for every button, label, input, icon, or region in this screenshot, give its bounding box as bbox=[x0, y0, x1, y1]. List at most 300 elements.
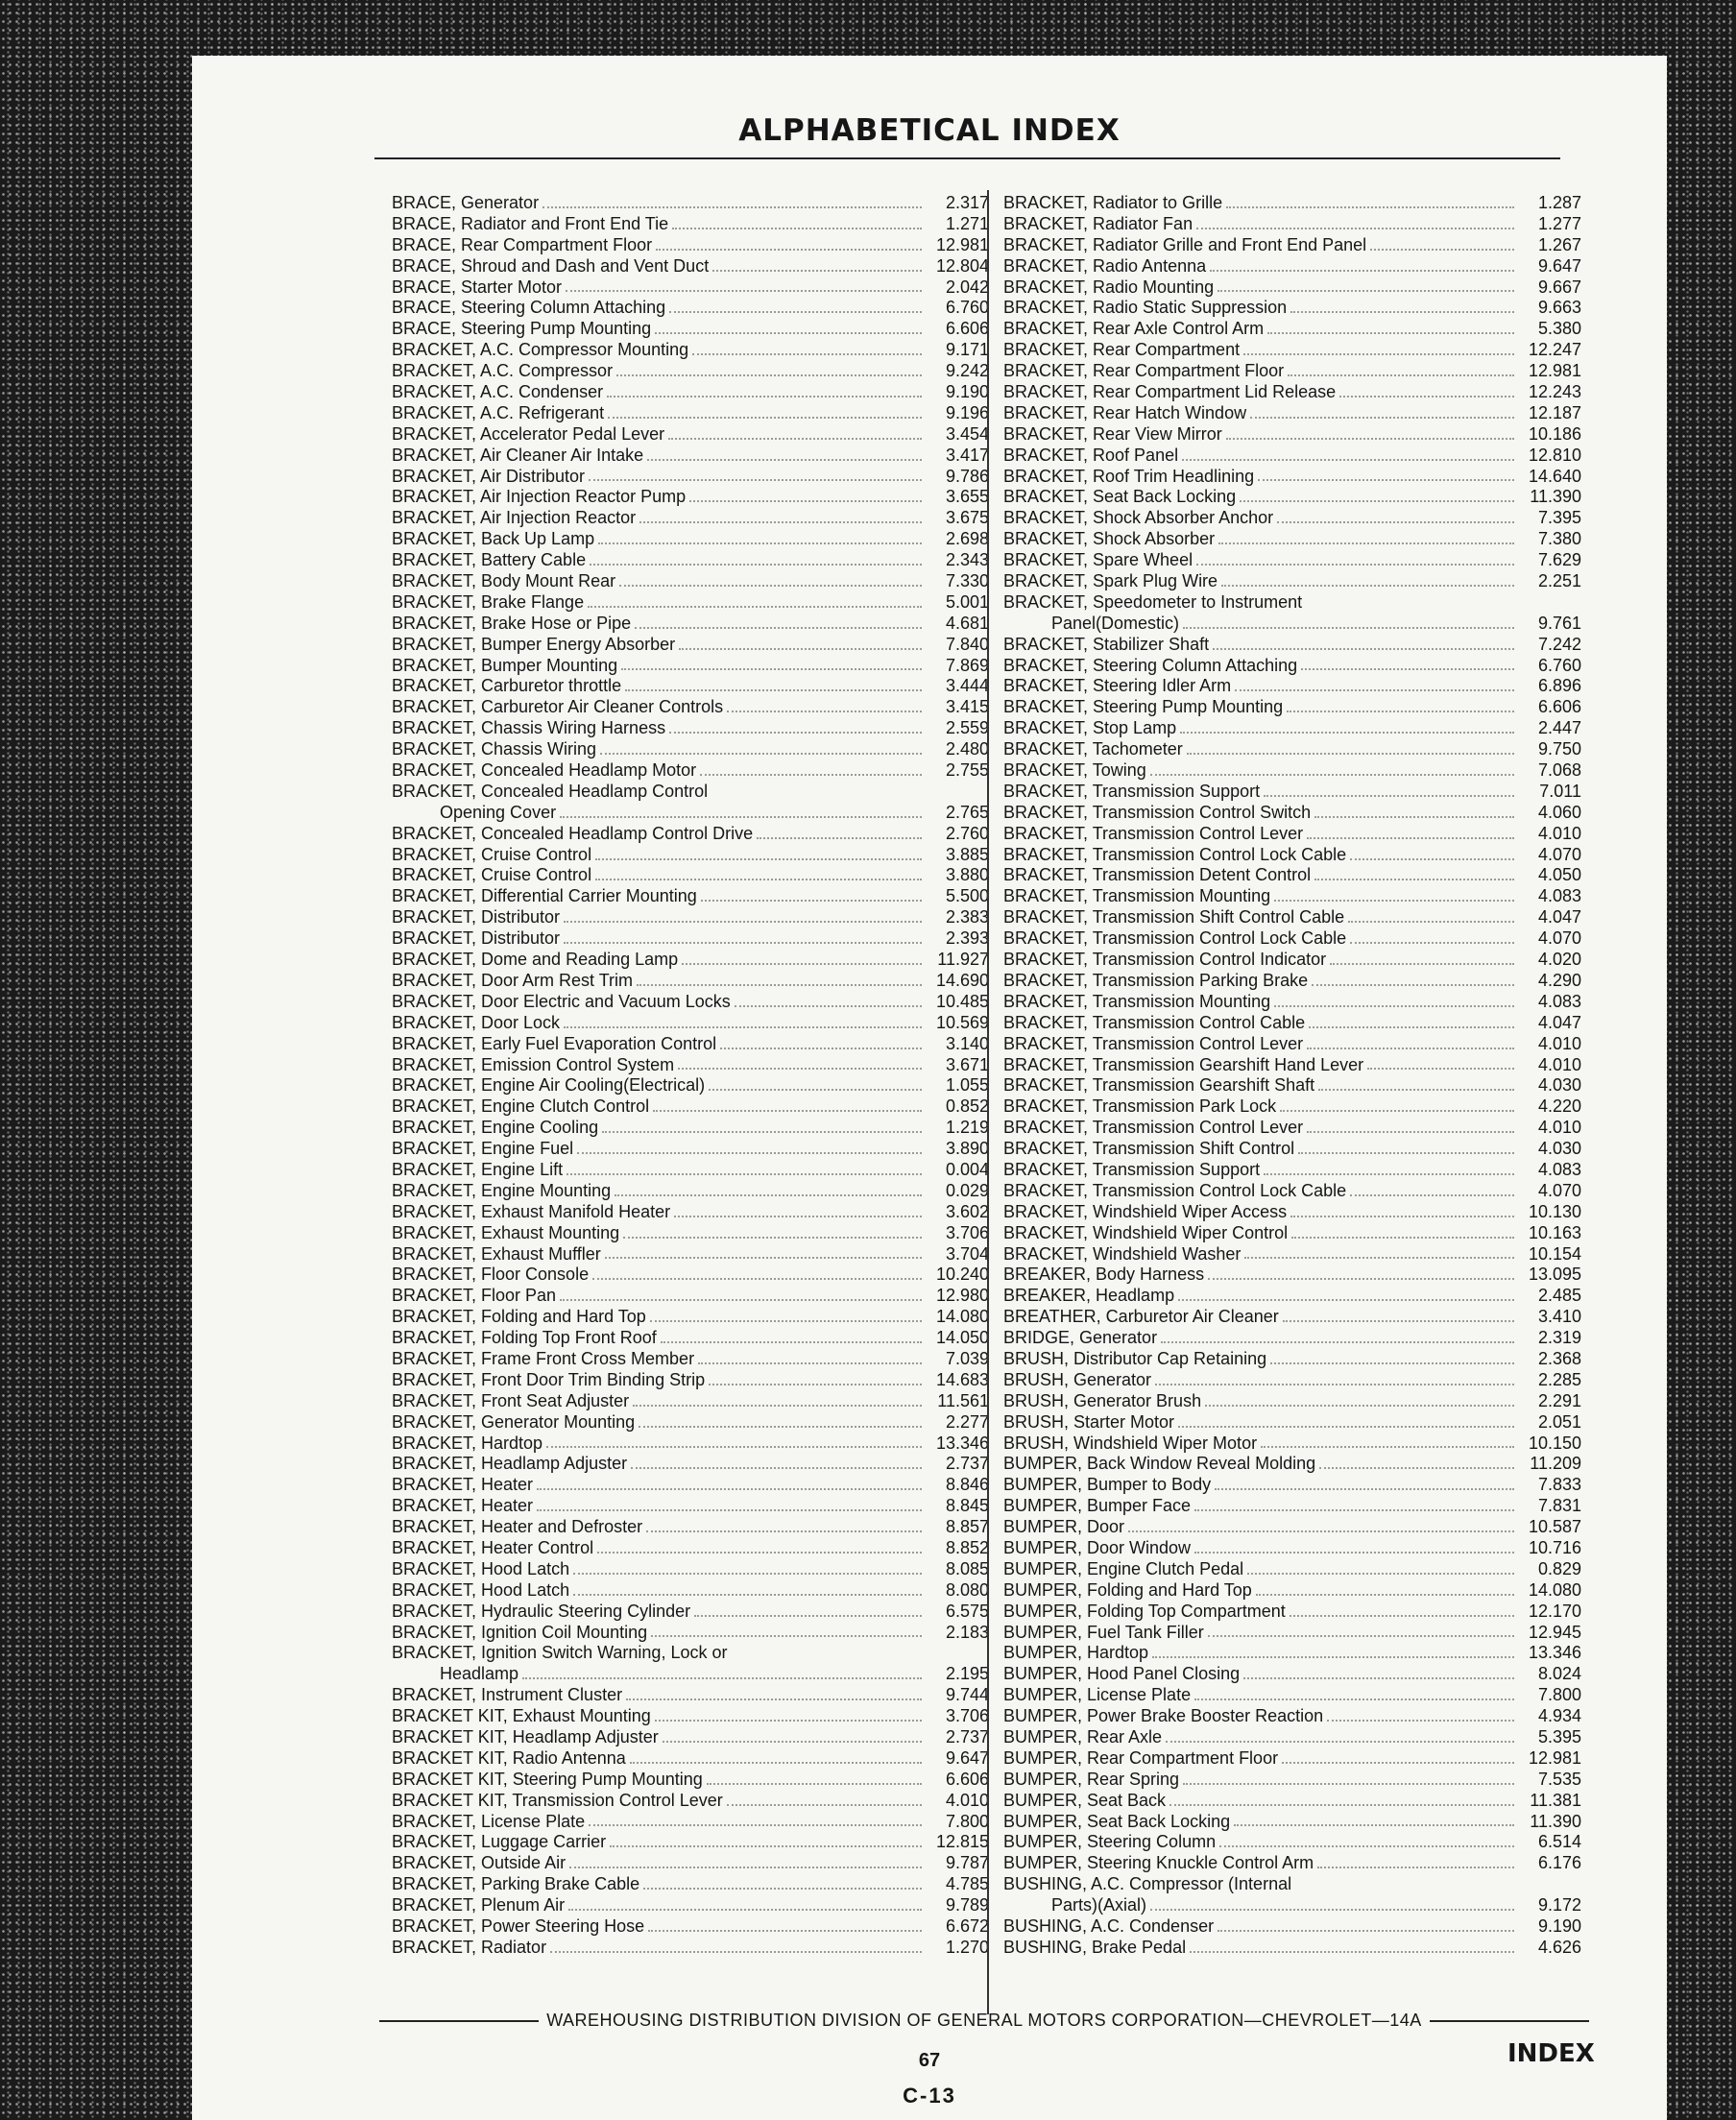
entry-name: BRACKET, Transmission Control Lock Cable bbox=[1003, 928, 1347, 949]
dot-leader bbox=[602, 1131, 922, 1133]
index-entry bbox=[392, 1706, 989, 1727]
entry-name: BRACE, Rear Compartment Floor bbox=[392, 234, 653, 254]
entry-reference-number: 2.765 bbox=[945, 802, 989, 822]
entry-name: BRACKET, Steering Idler Arm bbox=[1003, 676, 1232, 696]
index-entry bbox=[1003, 1118, 1581, 1139]
dot-leader bbox=[669, 311, 922, 313]
entry-reference-number: 9.196 bbox=[945, 402, 989, 422]
index-entry bbox=[1003, 1538, 1581, 1559]
dot-leader bbox=[1348, 921, 1514, 923]
entry-reference-number: 2.277 bbox=[945, 1411, 989, 1432]
dot-leader bbox=[605, 1257, 922, 1259]
entry-name: BRACKET, Transmission Mounting bbox=[1003, 991, 1271, 1011]
dot-leader bbox=[564, 1026, 922, 1028]
index-entry bbox=[392, 193, 989, 214]
entry-reference-number: 7.869 bbox=[945, 655, 989, 675]
entry-name: BRACKET, Early Fuel Evaporation Control bbox=[392, 1033, 717, 1053]
entry-name: BUMPER, Steering Knuckle Control Arm bbox=[1003, 1853, 1314, 1873]
entry-name: BUMPER, Rear Compartment Floor bbox=[1003, 1747, 1279, 1768]
entry-reference-number: 2.485 bbox=[1537, 1286, 1581, 1306]
index-entry bbox=[392, 866, 989, 887]
footer-publisher-line bbox=[379, 2011, 1589, 2031]
dot-leader bbox=[1221, 585, 1514, 587]
entry-name: BUMPER, Power Brake Booster Reaction bbox=[1003, 1706, 1324, 1726]
dot-leader bbox=[1290, 1216, 1514, 1217]
entry-reference-number: 6.606 bbox=[945, 319, 989, 339]
dot-leader bbox=[1312, 984, 1514, 986]
index-entry bbox=[392, 592, 989, 614]
dot-leader bbox=[1319, 1467, 1514, 1469]
entry-reference-number: 14.640 bbox=[1528, 466, 1581, 486]
index-entry bbox=[1003, 1286, 1581, 1307]
entry-name: BRACKET, Radiator bbox=[392, 1937, 547, 1957]
dot-leader bbox=[689, 500, 922, 502]
dot-leader bbox=[1318, 1089, 1514, 1091]
dot-leader bbox=[712, 270, 922, 272]
dot-leader bbox=[1282, 1762, 1514, 1764]
entry-name: BUSHING, A.C. Condenser bbox=[1003, 1916, 1215, 1937]
entry-reference-number: 3.454 bbox=[945, 423, 989, 444]
entry-reference-number: 4.047 bbox=[1537, 907, 1581, 928]
entry-reference-number: 3.675 bbox=[945, 508, 989, 528]
entry-reference-number: 3.885 bbox=[945, 844, 989, 864]
index-entry bbox=[1003, 1874, 1581, 1895]
entry-reference-number: 7.395 bbox=[1537, 508, 1581, 528]
index-entry bbox=[392, 1475, 989, 1496]
dot-leader bbox=[1226, 206, 1514, 208]
entry-name: BRACKET, Hood Latch bbox=[392, 1558, 570, 1578]
index-entry bbox=[392, 403, 989, 424]
entry-name: BRACE, Radiator and Front End Tie bbox=[392, 213, 669, 233]
index-entry bbox=[1003, 1517, 1581, 1538]
dot-leader bbox=[637, 984, 922, 986]
entry-reference-number: 4.785 bbox=[945, 1874, 989, 1894]
index-entry bbox=[392, 1433, 989, 1455]
entry-name: BRACKET, Concealed Headlamp Motor bbox=[392, 760, 697, 781]
dot-leader bbox=[522, 1677, 922, 1679]
entry-reference-number: 9.190 bbox=[945, 382, 989, 401]
entry-reference-number: 10.569 bbox=[935, 1012, 989, 1032]
entry-reference-number: 2.393 bbox=[945, 928, 989, 949]
index-entry bbox=[392, 256, 989, 277]
entry-name: BREATHER, Carburetor Air Cleaner bbox=[1003, 1307, 1279, 1327]
entry-name: BRACKET KIT, Transmission Control Lever bbox=[392, 1790, 723, 1810]
index-entry bbox=[392, 928, 989, 950]
entry-name: Headlamp bbox=[440, 1664, 519, 1684]
index-entry bbox=[1003, 1664, 1581, 1685]
dot-leader bbox=[1169, 1804, 1514, 1806]
entry-name: BRACKET, Hood Latch bbox=[392, 1579, 570, 1600]
index-entry bbox=[392, 550, 989, 571]
entry-name: BRACKET, A.C. Condenser bbox=[392, 382, 604, 401]
index-entry bbox=[1003, 676, 1581, 697]
index-entry bbox=[1003, 1643, 1581, 1664]
dot-leader bbox=[727, 1804, 922, 1806]
dot-leader bbox=[542, 206, 922, 208]
dot-leader bbox=[1264, 1173, 1514, 1175]
index-entry bbox=[1003, 635, 1581, 656]
dot-leader bbox=[656, 249, 922, 251]
index-entry bbox=[1003, 1139, 1581, 1160]
dot-leader bbox=[682, 963, 922, 965]
dot-leader bbox=[1350, 858, 1514, 860]
index-entry bbox=[1003, 760, 1581, 782]
dot-leader bbox=[1226, 438, 1514, 440]
entry-name: BRACKET, Distributor bbox=[392, 928, 561, 949]
dot-leader bbox=[1205, 1405, 1514, 1407]
index-entry bbox=[392, 1139, 989, 1160]
entry-reference-number: 8.852 bbox=[945, 1537, 989, 1557]
dot-leader bbox=[653, 1110, 922, 1112]
entry-reference-number: 9.242 bbox=[945, 361, 989, 381]
entry-name: BRACKET, Dome and Reading Lamp bbox=[392, 950, 679, 970]
entry-reference-number: 4.681 bbox=[945, 613, 989, 633]
entry-reference-number: 12.945 bbox=[1528, 1622, 1581, 1642]
entry-name: BRACKET, Radio Antenna bbox=[1003, 255, 1207, 276]
entry-name: BUMPER, Steering Column bbox=[1003, 1832, 1217, 1852]
entry-name: BUSHING, A.C. Compressor (Internal bbox=[1003, 1874, 1292, 1894]
entry-name: BUMPER, Bumper Face bbox=[1003, 1496, 1192, 1516]
dot-leader bbox=[1367, 1068, 1514, 1070]
dot-leader bbox=[573, 1594, 922, 1596]
index-entry bbox=[1003, 1096, 1581, 1118]
entry-name: BRACKET, Plenum Air bbox=[392, 1895, 566, 1915]
dot-leader bbox=[1350, 942, 1514, 944]
index-entry bbox=[392, 1075, 989, 1096]
entry-name: BRACKET, Shock Absorber bbox=[1003, 529, 1216, 549]
entry-reference-number: 9.744 bbox=[945, 1685, 989, 1705]
entry-name: BRACKET, Headlamp Adjuster bbox=[392, 1454, 628, 1474]
index-entry bbox=[1003, 950, 1581, 971]
entry-name: BRUSH, Distributor Cap Retaining bbox=[1003, 1348, 1267, 1368]
entry-reference-number: 9.647 bbox=[1537, 255, 1581, 276]
dot-leader bbox=[590, 564, 922, 566]
entry-name: BRACKET, Hydraulic Steering Cylinder bbox=[392, 1601, 691, 1621]
index-entry bbox=[392, 508, 989, 529]
entry-reference-number: 4.070 bbox=[1537, 844, 1581, 864]
entry-reference-number: 4.050 bbox=[1537, 865, 1581, 885]
entry-name: BRACKET, Heater and Defroster bbox=[392, 1517, 643, 1537]
index-entry bbox=[392, 298, 989, 319]
entry-name: BRACKET, Concealed Headlamp Control bbox=[392, 781, 709, 801]
column-divider bbox=[987, 190, 989, 2014]
entry-reference-number: 7.833 bbox=[1537, 1475, 1581, 1495]
entry-reference-number: 7.800 bbox=[1537, 1685, 1581, 1705]
entry-reference-number: 10.240 bbox=[935, 1265, 989, 1285]
entry-reference-number: 7.330 bbox=[945, 571, 989, 591]
dot-leader bbox=[1196, 228, 1514, 229]
entry-name: BRACKET, Chassis Wiring bbox=[392, 739, 597, 759]
dot-leader bbox=[709, 1384, 922, 1385]
entry-reference-number: 6.606 bbox=[1537, 697, 1581, 717]
entry-reference-number: 3.140 bbox=[945, 1033, 989, 1053]
index-page bbox=[192, 56, 1667, 2120]
entry-name: BUSHING, Brake Pedal bbox=[1003, 1937, 1187, 1957]
index-entry bbox=[1003, 1013, 1581, 1034]
entry-reference-number: 12.981 bbox=[1528, 1747, 1581, 1768]
index-entry bbox=[392, 1412, 989, 1433]
entry-reference-number: 4.010 bbox=[1537, 1033, 1581, 1053]
dot-leader bbox=[1244, 1257, 1514, 1259]
entry-reference-number: 2.317 bbox=[945, 192, 989, 212]
entry-reference-number: 11.381 bbox=[1530, 1790, 1581, 1810]
dot-leader bbox=[1178, 1426, 1514, 1428]
entry-name: BRACKET, Door Electric and Vacuum Locks bbox=[392, 991, 731, 1011]
entry-name: BRACKET, Spare Wheel bbox=[1003, 550, 1194, 570]
index-entry bbox=[392, 467, 989, 488]
entry-reference-number: 10.716 bbox=[1528, 1537, 1581, 1557]
entry-name: BRACKET, Instrument Cluster bbox=[392, 1685, 623, 1705]
entry-reference-number: 8.024 bbox=[1537, 1664, 1581, 1684]
index-entry bbox=[1003, 1580, 1581, 1602]
dot-leader bbox=[619, 585, 922, 587]
entry-name: BRACKET, Transmission Gearshift Shaft bbox=[1003, 1075, 1315, 1096]
entry-reference-number: 12.804 bbox=[935, 255, 989, 276]
dot-leader bbox=[1128, 1530, 1514, 1532]
entry-reference-number: 3.704 bbox=[945, 1243, 989, 1264]
entry-reference-number: 11.390 bbox=[1530, 1811, 1581, 1831]
entry-reference-number: 14.080 bbox=[935, 1307, 989, 1327]
dot-leader bbox=[615, 1194, 922, 1196]
entry-name: BRACKET, Engine Cooling bbox=[392, 1118, 599, 1138]
index-entry bbox=[392, 1623, 989, 1644]
entry-reference-number: 2.755 bbox=[945, 760, 989, 781]
entry-name: BRACKET, Parking Brake Cable bbox=[392, 1874, 640, 1894]
entry-reference-number: 7.840 bbox=[945, 634, 989, 654]
index-entry bbox=[392, 1328, 989, 1349]
entry-name: BRACKET, Exhaust Manifold Heater bbox=[392, 1201, 671, 1221]
dot-leader bbox=[1240, 500, 1514, 502]
dot-leader bbox=[643, 1888, 922, 1890]
dot-leader bbox=[600, 753, 922, 755]
index-entry bbox=[1003, 1812, 1581, 1833]
dot-leader bbox=[1307, 837, 1514, 839]
index-entry bbox=[1003, 1370, 1581, 1391]
entry-reference-number: 11.209 bbox=[1530, 1454, 1581, 1474]
entry-reference-number: 10.186 bbox=[1528, 423, 1581, 444]
entry-name: BUMPER, Fuel Tank Filler bbox=[1003, 1622, 1204, 1642]
dot-leader bbox=[1166, 1741, 1514, 1743]
entry-reference-number: 4.083 bbox=[1537, 886, 1581, 906]
entry-name: BRACKET, Chassis Wiring Harness bbox=[392, 718, 666, 738]
entry-reference-number: 2.480 bbox=[945, 739, 989, 759]
entry-reference-number: 9.172 bbox=[1537, 1895, 1581, 1915]
entry-name: BRUSH, Windshield Wiper Motor bbox=[1003, 1433, 1258, 1453]
index-column-left bbox=[392, 193, 989, 1959]
entry-name: BRACKET, Towing bbox=[1003, 760, 1146, 781]
entry-reference-number: 1.287 bbox=[1537, 192, 1581, 212]
dot-leader bbox=[1219, 1845, 1514, 1847]
entry-reference-number: 2.698 bbox=[945, 529, 989, 549]
index-entry bbox=[392, 446, 989, 467]
entry-name: BRACKET, A.C. Compressor Mounting bbox=[392, 340, 689, 360]
entry-name: BRACKET, Front Seat Adjuster bbox=[392, 1390, 630, 1410]
index-entry bbox=[392, 361, 989, 382]
entry-reference-number: 2.183 bbox=[945, 1622, 989, 1642]
entry-name: BRACKET, Folding and Hard Top bbox=[392, 1307, 646, 1327]
index-entry bbox=[392, 718, 989, 739]
dot-leader bbox=[568, 1909, 922, 1911]
entry-reference-number: 7.380 bbox=[1537, 529, 1581, 549]
index-entry bbox=[1003, 1055, 1581, 1076]
entry-name: BUMPER, Seat Back bbox=[1003, 1790, 1167, 1810]
entry-name: BRACKET, Power Steering Hose bbox=[392, 1916, 645, 1937]
dot-leader bbox=[707, 1783, 922, 1785]
entry-name: BRACKET, Transmission Control Lever bbox=[1003, 1118, 1304, 1138]
entry-name: BRACKET, Engine Lift bbox=[392, 1159, 564, 1179]
dot-leader bbox=[573, 1573, 922, 1575]
dot-leader bbox=[1274, 1005, 1514, 1007]
entry-reference-number: 8.085 bbox=[945, 1558, 989, 1578]
entry-reference-number: 14.050 bbox=[935, 1328, 989, 1348]
dot-leader bbox=[1194, 1698, 1514, 1700]
entry-name: BRACKET, Steering Pump Mounting bbox=[1003, 697, 1284, 717]
index-entry bbox=[392, 1496, 989, 1517]
dot-leader bbox=[1277, 521, 1514, 523]
entry-name: BRIDGE, Generator bbox=[1003, 1328, 1158, 1348]
index-entry bbox=[1003, 382, 1581, 403]
index-entry bbox=[1003, 340, 1581, 361]
dot-leader bbox=[1208, 1278, 1514, 1280]
index-entry bbox=[1003, 1791, 1581, 1812]
index-entry bbox=[1003, 866, 1581, 887]
dot-leader bbox=[694, 1615, 922, 1617]
index-entry bbox=[1003, 1307, 1581, 1328]
entry-reference-number: 2.251 bbox=[1537, 571, 1581, 591]
entry-name: BRACKET, Transmission Shift Control bbox=[1003, 1139, 1295, 1159]
index-entry bbox=[392, 1938, 989, 1959]
entry-reference-number: 5.395 bbox=[1537, 1727, 1581, 1747]
index-entry bbox=[1003, 656, 1581, 677]
entry-name: BRACKET, Front Door Trim Binding Strip bbox=[392, 1369, 706, 1389]
entry-reference-number: 4.010 bbox=[1537, 823, 1581, 843]
dot-leader bbox=[648, 1930, 922, 1932]
index-entry bbox=[392, 1559, 989, 1580]
entry-name: BUMPER, Door bbox=[1003, 1517, 1125, 1537]
dot-leader bbox=[610, 1845, 922, 1847]
index-entry bbox=[392, 1580, 989, 1602]
entry-name: BRACKET, Tachometer bbox=[1003, 739, 1183, 759]
entry-name: BRACKET, Back Up Lamp bbox=[392, 529, 595, 549]
dot-leader bbox=[608, 417, 922, 419]
entry-name: BRACKET, Transmission Control Lever bbox=[1003, 1033, 1304, 1053]
entry-reference-number: 3.706 bbox=[945, 1706, 989, 1726]
index-entry bbox=[1003, 1412, 1581, 1433]
entry-reference-number: 9.750 bbox=[1537, 739, 1581, 759]
dot-leader bbox=[1339, 396, 1514, 398]
entry-name: BUMPER, Bumper to Body bbox=[1003, 1475, 1212, 1495]
dot-leader bbox=[537, 1488, 922, 1490]
entry-name: BRACKET, Rear View Mirror bbox=[1003, 423, 1222, 444]
index-entry bbox=[392, 1160, 989, 1181]
index-entry bbox=[1003, 1706, 1581, 1727]
index-entry bbox=[392, 1349, 989, 1370]
dot-leader bbox=[1270, 1362, 1514, 1364]
index-entry bbox=[392, 635, 989, 656]
index-entry bbox=[1003, 550, 1581, 571]
dot-leader bbox=[727, 711, 922, 712]
index-entry bbox=[1003, 928, 1581, 950]
entry-name: BRACKET, Carburetor Air Cleaner Controls bbox=[392, 697, 724, 717]
index-entry bbox=[1003, 1602, 1581, 1623]
index-entry bbox=[392, 1391, 989, 1412]
entry-name: BRACKET, Rear Hatch Window bbox=[1003, 402, 1247, 422]
dot-leader bbox=[1161, 1341, 1514, 1343]
entry-reference-number: 10.587 bbox=[1528, 1517, 1581, 1537]
footer-rule-left bbox=[379, 2020, 539, 2022]
index-entry bbox=[1003, 487, 1581, 508]
entry-name: BREAKER, Headlamp bbox=[1003, 1286, 1175, 1306]
dot-leader bbox=[564, 942, 922, 944]
index-entry bbox=[392, 1244, 989, 1265]
entry-name: BUMPER, Rear Axle bbox=[1003, 1727, 1163, 1747]
entry-reference-number: 7.535 bbox=[1537, 1769, 1581, 1789]
dot-leader bbox=[598, 542, 922, 544]
entry-name: BRACKET, Air Cleaner Air Intake bbox=[392, 445, 644, 465]
entry-reference-number: 2.291 bbox=[1537, 1390, 1581, 1410]
dot-leader bbox=[1370, 249, 1514, 251]
entry-reference-number: 6.176 bbox=[1537, 1853, 1581, 1873]
dot-leader bbox=[537, 1509, 922, 1511]
entry-reference-number: 12.243 bbox=[1528, 382, 1581, 401]
entry-name: BUMPER, Door Window bbox=[1003, 1537, 1192, 1557]
dot-leader bbox=[1314, 879, 1514, 880]
entry-reference-number: 9.667 bbox=[1537, 277, 1581, 297]
entry-name: Parts)(Axial) bbox=[1051, 1895, 1147, 1915]
entry-name: BRACKET, Transmission Control Lever bbox=[1003, 823, 1304, 843]
entry-name: BRACKET, Battery Cable bbox=[392, 550, 587, 570]
entry-reference-number: 3.410 bbox=[1537, 1307, 1581, 1327]
index-column-right bbox=[1003, 193, 1581, 1959]
entry-reference-number: 7.242 bbox=[1537, 634, 1581, 654]
entry-name: BRACE, Steering Pump Mounting bbox=[392, 319, 652, 339]
dot-leader bbox=[631, 1467, 922, 1469]
entry-reference-number: 6.514 bbox=[1537, 1832, 1581, 1852]
footer-publisher-text: WAREHOUSING DISTRIBUTION DIVISION OF GENERAL MOTORS CORPORATION—CHEVROLET—14A bbox=[546, 2011, 1422, 2030]
entry-name: Opening Cover bbox=[440, 802, 557, 822]
entry-name: BRACKET, Ignition Switch Warning, Lock or bbox=[392, 1643, 728, 1663]
entry-reference-number: 2.051 bbox=[1537, 1411, 1581, 1432]
entry-name: BRACKET, Rear Compartment Lid Release bbox=[1003, 382, 1337, 401]
dot-leader bbox=[1208, 1635, 1514, 1637]
dot-leader bbox=[655, 1720, 922, 1722]
entry-reference-number: 3.415 bbox=[945, 697, 989, 717]
index-entry bbox=[1003, 193, 1581, 214]
dot-leader bbox=[1314, 816, 1514, 818]
index-entry bbox=[1003, 782, 1581, 803]
entry-name: BRACKET, Brake Flange bbox=[392, 591, 585, 612]
index-entry bbox=[392, 950, 989, 971]
dot-leader bbox=[1218, 1930, 1514, 1932]
entry-name: BRACKET, Seat Back Locking bbox=[1003, 487, 1237, 507]
entry-name: BRACKET, Exhaust Muffler bbox=[392, 1243, 601, 1264]
dot-leader bbox=[1183, 1783, 1514, 1785]
dot-leader bbox=[655, 332, 922, 334]
dot-leader bbox=[1218, 290, 1514, 292]
entry-name: BRACKET, Body Mount Rear bbox=[392, 571, 616, 591]
entry-reference-number: 3.417 bbox=[945, 445, 989, 465]
entry-name: BRACKET, Emission Control System bbox=[392, 1054, 675, 1074]
entry-name: BRACKET, Heater Control bbox=[392, 1537, 594, 1557]
dot-leader bbox=[607, 396, 922, 398]
entry-reference-number: 2.447 bbox=[1537, 718, 1581, 738]
entry-reference-number: 4.290 bbox=[1537, 970, 1581, 990]
entry-name: BRACKET, A.C. Refrigerant bbox=[392, 402, 605, 422]
index-entry bbox=[392, 1286, 989, 1307]
dot-leader bbox=[630, 1762, 922, 1764]
entry-reference-number: 0.829 bbox=[1537, 1558, 1581, 1578]
entry-reference-number: 9.171 bbox=[945, 340, 989, 360]
